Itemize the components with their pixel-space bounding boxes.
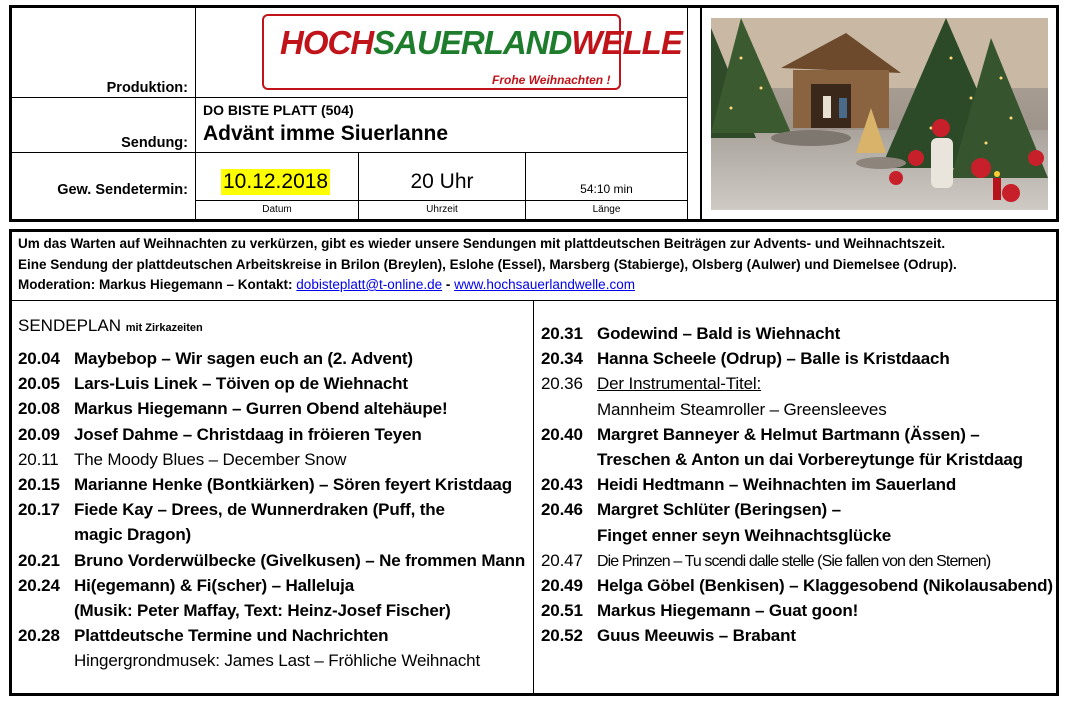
sendeplan-title: SENDEPLAN [18,316,121,335]
entry-time: 20.24 [18,575,60,595]
logo-tagline: Frohe Weihnachten ! [492,73,611,87]
divider [195,8,196,219]
schedule-entry [541,500,841,520]
divider [12,152,687,153]
entry-continuation: Finget enner seyn Weihnachtsglücke [597,525,892,545]
entry-title: Godewind – Bald is Wiehnacht [597,324,841,343]
schedule-entry [18,475,512,495]
length-value: 54:10 min [580,182,633,196]
sendeplan-heading [18,316,203,336]
schedule-entry [18,500,445,520]
schedule-entry [18,374,408,394]
entry-time: 20.47 [541,550,583,570]
separator: - [442,277,455,292]
entry-continuation: Treschen & Anton un dai Vorbereytunge für Kristdaag [597,450,1023,469]
schedule-entry [18,399,447,419]
laenge-caption: Länge [592,204,621,215]
date-value: 10.12.2018 [223,170,329,193]
moderation-text: Moderation: Markus Hiegemann – Kontakt: [18,277,297,292]
divider [700,8,702,219]
produktion-label: Produktion: [106,80,188,96]
datum-caption: Datum [262,204,292,215]
entry-time: 20.05 [18,374,60,394]
schedule-entry [541,551,990,571]
schedule-entry [541,576,1053,596]
entry-time: 20.09 [18,424,60,444]
entry-title: Plattdeutsche Termine und Nachrichten [74,626,389,646]
entry-title: Lars-Luis Linek – Töiven op de Wiehnacht [74,374,408,394]
entry-title: Marianne Henke (Bontkiärken) – Sören feyert Kristdaag [74,475,512,494]
entry-title: Josef Dahme – Christdaag in fröieren Teyen [74,424,422,444]
entry-title: Hanna Scheele (Odrup) – Balle is Kristdaach [597,349,950,369]
intro-line-3 [18,277,635,292]
entry-time: 20.40 [541,424,583,444]
sendung-title: Advänt imme Siuerlanne [203,122,449,145]
logo-part-hoch: HOCH [280,24,374,61]
entry-time: 20.43 [541,475,583,495]
entry-time: 20.51 [541,601,583,621]
entry-title: Fiede Kay – Drees, de Wunnerdraken (Puff, the [74,500,445,520]
entry-continuation: Mannheim Steamroller – Greensleeves [597,399,887,419]
schedule-entry [541,349,950,369]
entry-title: Markus Hiegemann – Gurren Obend altehäupe! [74,399,448,419]
entry-title: Markus Hiegemann – Guat goon! [597,601,859,621]
entry-continuation: Hingergrondmusek: James Last – Fröhliche Weihnacht [74,651,481,671]
nativity-photo [711,18,1048,210]
entry-time: 20.34 [541,349,583,369]
intro-line-1: Um das Warten auf Weihnachten zu verkürzen, gibt es wieder unsere Sendungen mit plattdeutschen Beiträgen zur Advents- und Weihnachtszeit. [18,236,946,251]
logo-part-sauerland: SAUERLAND [373,24,572,61]
schedule-entry [18,425,422,445]
schedule-entry [541,324,840,344]
entry-title: Maybebop – Wir sagen euch an (2. Advent) [74,349,413,368]
time-value: 20 Uhr [410,170,474,193]
entry-title: Guus Meeuwis – Brabant [597,626,796,646]
entry-title: Margret Banneyer & Helmut Bartmann (Ässen) – [597,424,980,444]
entry-time: 20.11 [18,449,59,469]
entry-title: Helga Göbel (Benkisen) – Klaggesobend (Nikolausabend) [597,576,1053,595]
divider [687,8,688,219]
sendung-series: DO BISTE PLATT (504) [203,102,354,118]
sendetermin-label: Gew. Sendetermin: [57,182,188,198]
entry-title: Hi(egemann) & Fi(scher) – Halleluja [74,575,355,595]
entry-continuation: magic Dragon) [74,525,192,545]
divider [12,300,1056,301]
schedule-entry [18,450,346,470]
entry-time: 20.31 [541,324,583,343]
entry-time: 20.28 [18,626,60,646]
schedule-entry [541,374,761,394]
entry-title: Margret Schlüter (Beringsen) – [597,500,841,520]
entry-title: The Moody Blues – December Snow [74,449,347,469]
schedule-entry [18,551,525,571]
sendeplan-subtitle: mit Zirkazeiten [125,322,203,334]
uhrzeit-caption: Uhrzeit [426,204,458,215]
entry-title: Bruno Vorderwülbecke (Givelkusen) – Ne frommen Mann [74,550,526,570]
divider [12,97,687,98]
entry-time: 20.04 [18,349,60,368]
logo-part-welle: WELLE [571,24,682,61]
entry-time: 20.21 [18,550,60,570]
entry-time: 20.08 [18,399,60,419]
entry-time: 20.17 [18,500,60,520]
logo-wordmark [280,24,682,62]
schedule-entry [541,425,980,445]
schedule-entry [541,601,858,621]
entry-title: Der Instrumental-Titel: [597,374,762,394]
entry-time: 20.49 [541,576,583,595]
website-link[interactable]: www.hochsauerlandwelle.com [454,277,635,292]
schedule-entry [18,349,413,369]
schedule-entry [18,576,354,596]
entry-time: 20.46 [541,500,583,520]
entry-title: Heidi Hedtmann – Weihnachten im Sauerland [597,475,957,495]
entry-time: 20.36 [541,374,583,394]
entry-time: 20.15 [18,475,60,494]
sendung-label: Sendung: [121,135,188,151]
schedule-entry [541,475,956,495]
entry-continuation: (Musik: Peter Maffay, Text: Heinz-Josef Fischer) [74,601,451,620]
station-logo [262,14,682,90]
email-link[interactable]: dobisteplatt@t-online.de [296,277,443,292]
entry-time: 20.52 [541,626,583,646]
divider [533,300,534,693]
intro-line-2: Eine Sendung der plattdeutschen Arbeitskreise in Brilon (Breylen), Eslohe (Essel), Marsberg (Stabierge), Olsberg (Aulwer) und Diemelsee (Odrup). [18,257,957,272]
entry-title: Die Prinzen – Tu scendi dalle stelle (Sie fallen von den Sternen) [597,552,991,570]
schedule-entry [18,626,388,646]
divider [195,200,687,201]
schedule-entry [541,626,796,646]
